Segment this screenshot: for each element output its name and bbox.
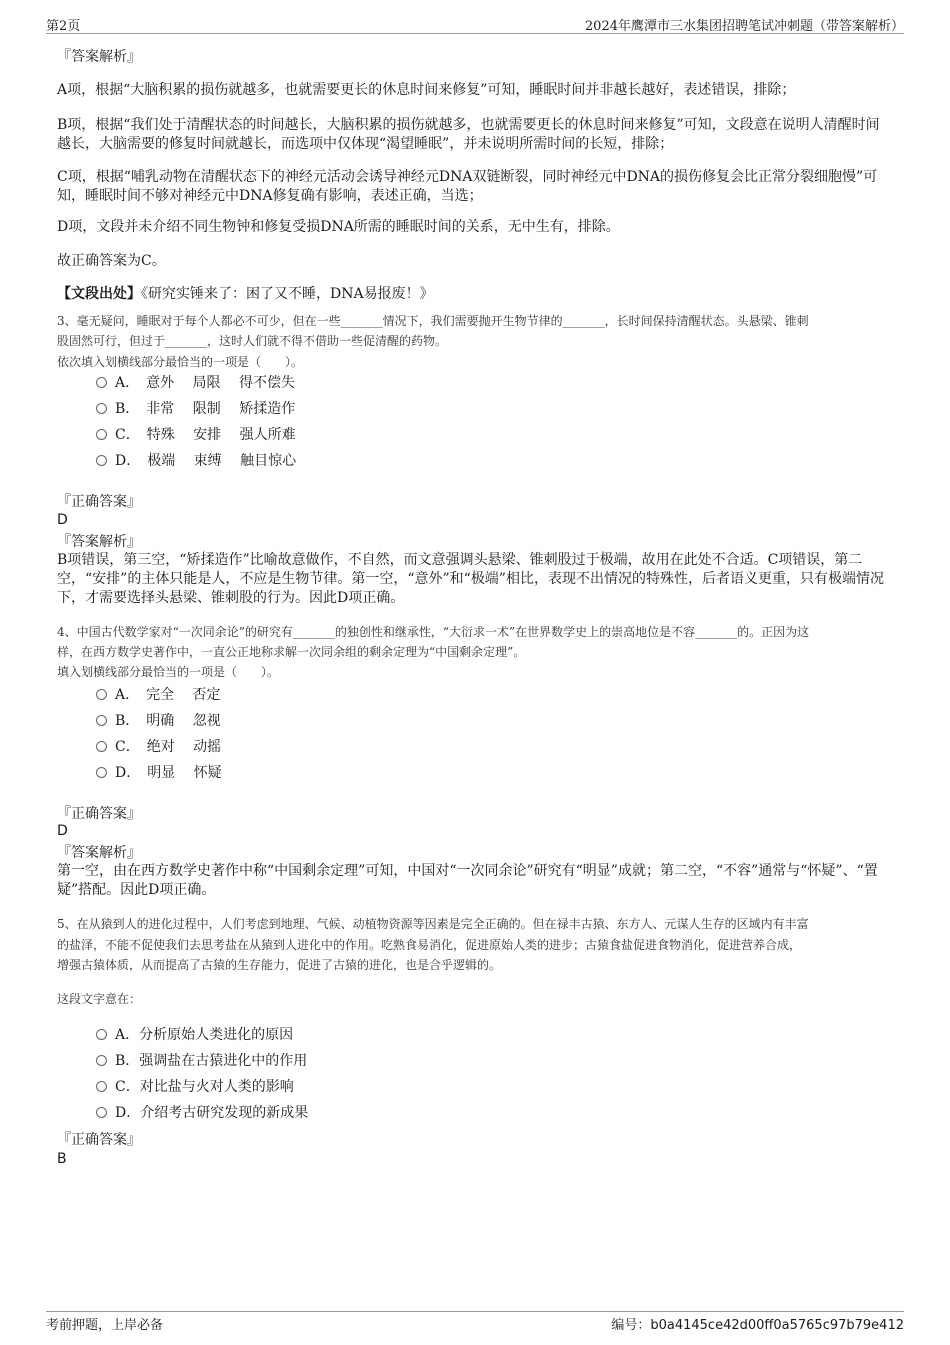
q3-analysis-label: 『答案解析』	[57, 534, 141, 550]
q2-analysis-d: D项，文段并未介绍不同生物钟和修复受损DNA所需的睡眠时间的关系，无中生有，排除。	[57, 219, 620, 235]
radio-icon[interactable]	[96, 767, 107, 778]
q3-option-d[interactable]: D． 极端 束缚 触目惊心	[96, 452, 296, 471]
footer-slogan: 考前押题，上岸必备	[46, 1318, 164, 1333]
radio-icon[interactable]	[96, 403, 107, 414]
radio-icon[interactable]	[96, 1107, 107, 1118]
q4-analysis: 第一空，由在西方数学史著作中称“中国剩余定理”可知，中国对“一次同余论”研究有“明显”成就；第二空，“不容”通常与“怀疑”、“置疑”搭配。因此D项正确。	[57, 863, 878, 898]
q4-stem-line1: 4、中国古代数学家对“一次同余论”的研究有_______的独创性和继承性，“大衍求一术”在世界数学史上的崇高地位是不容_______的。正因为这	[57, 625, 810, 639]
page-header	[46, 12, 904, 32]
q2-analysis-b: B项，根据“我们处于清醒状态的时间越长，大脑积累的损伤就越多，也就需要更长的休息时间来修复”可知，文段意在说明人清醒时间越长，大脑需要的修复时间就越长，而选项中仅体现“渴望睡眠”，并未说明所需时间的长短，排除；	[57, 117, 880, 152]
code-value: b0a4145ce42d00ff0a5765c97b79e412	[650, 1318, 904, 1333]
q5-option-b[interactable]: B．强调盐在古猿进化中的作用	[96, 1052, 307, 1071]
radio-icon[interactable]	[96, 429, 107, 440]
q4-prompt: 填入划横线部分最恰当的一项是（ ）。	[57, 665, 280, 679]
page-footer	[46, 1314, 904, 1334]
q2-analysis-label: 『答案解析』	[57, 49, 141, 65]
q3-stem-line2: 股固然可行，但过于_______，这时人们就不得不借助一些促清醒的药物。	[57, 334, 448, 348]
radio-icon[interactable]	[96, 377, 107, 388]
q2-analysis-c: C项，根据“哺乳动物在清醒状态下的神经元活动会诱导神经元DNA双链断裂，同时神经元中DNA的损伤修复会比正常分裂细胞慢”可知，睡眠时间不够对神经元中DNA修复确有影响，表述正确，当选；	[57, 169, 878, 204]
page-number: 第2页	[46, 19, 81, 34]
q4-option-c[interactable]: C． 绝对 动摇	[96, 738, 221, 757]
q3-analysis: B项错误，第三空，“矫揉造作”比喻故意做作，不自然，而文意强调头悬梁、锥刺股过于极端，故用在此处不合适。C项错误，第二空，“安排”的主体只能是人，不应是生物节律。第一空，“意外”和“极端”相比，表现不出情况的特殊性，后者语义更重，只有极端情况下，才需要选择头悬梁、锥刺股的行为。因此D项正确。	[57, 552, 884, 606]
header-divider	[46, 33, 904, 34]
q2-source-label: 【文段出处】	[57, 286, 141, 302]
q5-answer-label: 『正确答案』	[57, 1132, 141, 1148]
radio-icon[interactable]	[96, 1029, 107, 1040]
q4-answer: D	[57, 823, 68, 839]
q3-prompt: 依次填入划横线部分最恰当的一项是（ ）。	[57, 355, 304, 369]
q4-option-b[interactable]: B． 明确 忽视	[96, 712, 221, 731]
q2-source	[57, 285, 893, 304]
q3-option-a[interactable]: A． 意外 局限 得不偿失	[96, 374, 295, 393]
radio-icon[interactable]	[96, 455, 107, 466]
q3-option-b[interactable]: B． 非常 限制 矫揉造作	[96, 400, 295, 419]
q5-option-c[interactable]: C．对比盐与火对人类的影响	[96, 1078, 294, 1097]
q2-analysis-a: A项，根据“大脑积累的损伤就越多，也就需要更长的休息时间来修复”可知，睡眠时间并非越长越好，表述错误，排除；	[57, 82, 796, 98]
q3-answer-label: 『正确答案』	[57, 494, 141, 510]
q3-answer: D	[57, 512, 68, 528]
document-code	[611, 1314, 904, 1333]
q3-option-c[interactable]: C． 特殊 安排 强人所难	[96, 426, 296, 445]
q4-answer-label: 『正确答案』	[57, 806, 141, 822]
radio-icon[interactable]	[96, 715, 107, 726]
q4-option-d[interactable]: D． 明显 怀疑	[96, 764, 222, 783]
q5-answer: B	[57, 1151, 67, 1167]
q2-source-text: 《研究实锤来了：困了又不睡，DNA易报废！》	[141, 286, 434, 302]
radio-icon[interactable]	[96, 741, 107, 752]
q5-stem-line1: 5、在从猿到人的进化过程中，人们考虑到地理、气候、动植物资源等因素是完全正确的。但在禄丰古猿、东方人、元谋人生存的区域内有丰富	[57, 917, 809, 931]
footer-divider	[46, 1311, 904, 1312]
q4-stem-line2: 样，在西方数学史著作中，一直公正地称求解一次同余组的剩余定理为“中国剩余定理”。	[57, 645, 526, 659]
q5-stem-line3: 增强古猿体质，从而提高了古猿的生存能力，促进了古猿的进化，也是合乎逻辑的。	[57, 958, 502, 972]
code-label: 编号：	[611, 1318, 651, 1333]
q5-prompt: 这段文字意在：	[57, 992, 142, 1006]
q4-option-a[interactable]: A． 完全 否定	[96, 686, 221, 705]
document-title: 2024年鹰潭市三水集团招聘笔试冲刺题（带答案解析）	[584, 19, 904, 34]
radio-icon[interactable]	[96, 689, 107, 700]
q3-stem-line1: 3、毫无疑问，睡眠对于每个人都必不可少，但在一些_______情况下，我们需要抛开生物节律的_______，长时间保持清醒状态。头悬梁、锥刺	[57, 314, 809, 328]
q2-conclusion: 故正确答案为C。	[57, 253, 166, 269]
q5-option-a[interactable]: A．分析原始人类进化的原因	[96, 1026, 293, 1045]
q5-stem-line2: 的盐泽，不能不促使我们去思考盐在从猿到人进化中的作用。吃熟食易消化，促进原始人类的进步；古猿食盐促进食物消化，促进营养合成，	[57, 938, 802, 952]
q4-analysis-label: 『答案解析』	[57, 845, 141, 861]
q5-option-d[interactable]: D．介绍考古研究发现的新成果	[96, 1104, 308, 1123]
radio-icon[interactable]	[96, 1081, 107, 1092]
radio-icon[interactable]	[96, 1055, 107, 1066]
